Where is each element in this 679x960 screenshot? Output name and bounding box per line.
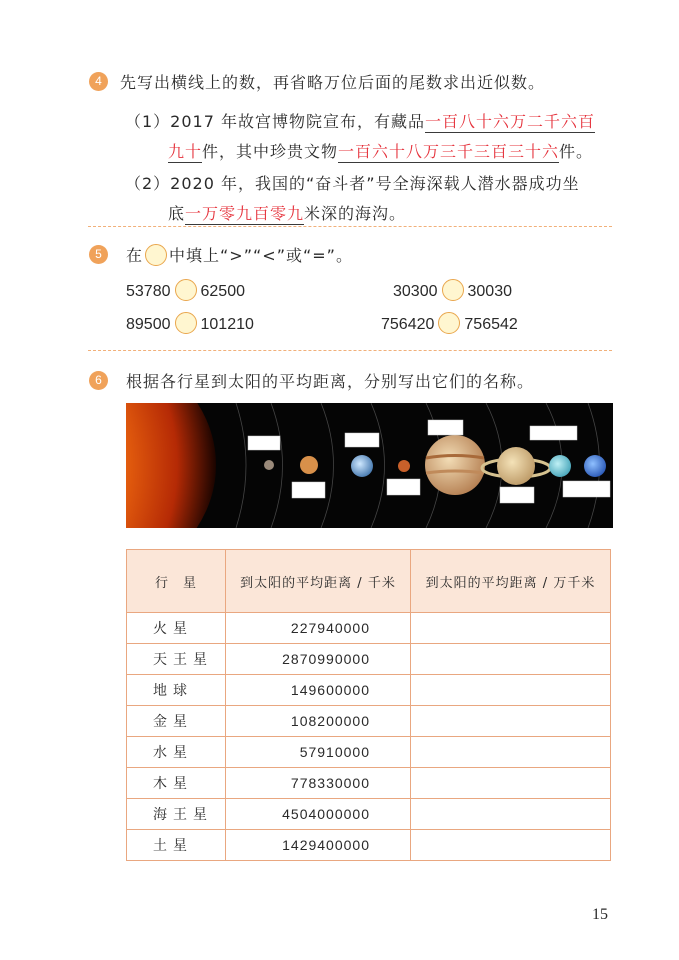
planet-name: 地球 [127,675,226,706]
answer-circle[interactable] [175,312,197,334]
left-number: 53780 [126,283,171,300]
precious-relics-words: 一百六十八万三千三百三十六 [338,142,560,161]
table-row [127,830,611,861]
answer-cell[interactable] [411,613,611,644]
question-number-badge: 5 [89,245,108,264]
question-number-badge: 4 [89,72,108,91]
answer-cell[interactable] [411,768,611,799]
q4-part2-line2 [168,201,406,224]
distance-km: 2870990000 [226,644,411,675]
prompt-part-a: 在 [126,246,144,265]
q4-part1-line1 [125,109,595,132]
planet-name: 土星 [127,830,226,861]
q4-part1-mid: 件，其中珍贵文物 [202,142,339,161]
planet-name: 天王星 [127,644,226,675]
table-row [127,613,611,644]
answer-circle-icon [145,244,167,266]
blank-label-box [563,481,610,497]
right-number: 62500 [200,283,245,300]
table-row [127,706,611,737]
collection-count-words-cont: 九十 [168,142,203,161]
answer-circle[interactable] [175,279,197,301]
table-header-row [127,550,611,613]
blank-label-box [387,479,420,495]
table-row [127,737,611,768]
table-row [127,675,611,706]
section-divider [88,226,612,227]
collection-count-words: 一百八十六万二千六百 [425,112,596,131]
blank-label-box [530,426,577,440]
left-number: 30300 [393,283,438,300]
distance-km: 1429400000 [226,830,411,861]
q4-part2-prefix: 底 [168,204,186,223]
distance-km: 108200000 [226,706,411,737]
question-number-badge: 6 [89,371,108,390]
prompt-part-b: 中填上“>”“<”或“=”。 [169,246,353,265]
answer-cell[interactable] [411,830,611,861]
planet-name: 火星 [127,613,226,644]
answer-cell[interactable] [411,644,611,675]
q4-part1-line2 [168,139,593,162]
planet-name: 水星 [127,737,226,768]
distance-km: 149600000 [226,675,411,706]
left-number: 89500 [126,316,171,333]
right-number: 756542 [464,316,518,333]
planet-name: 金星 [127,706,226,737]
right-number: 30030 [467,283,512,300]
comparison-item [126,279,245,301]
question-prompt: 先写出横线上的数，再省略万位后面的尾数求出近似数。 [120,73,546,92]
distance-km: 227940000 [226,613,411,644]
table-row [127,644,611,675]
section-divider [88,350,612,351]
distance-km: 778330000 [226,768,411,799]
answer-cell[interactable] [411,675,611,706]
comparison-item [381,312,518,334]
answer-cell[interactable] [411,737,611,768]
planet-name: 海王星 [127,799,226,830]
q4-part1-prefix: （1）2017 年故宫博物院宣布，有藏品 [125,112,425,131]
question-prompt [126,243,353,266]
blank-label-box [292,482,325,498]
answer-cell[interactable] [411,706,611,737]
column-header: 到太阳的平均距离 / 千米 [226,550,411,613]
blank-label-box [248,436,280,450]
q4-part1-end: 件。 [559,142,594,161]
answer-cell[interactable] [411,799,611,830]
q4-part2-end: 米深的海沟。 [304,204,407,223]
answer-circle[interactable] [438,312,460,334]
column-header: 行 星 [127,550,226,613]
blank-label-box [428,420,463,435]
question-prompt: 根据各行星到太阳的平均距离，分别写出它们的名称。 [126,372,535,391]
planet-name: 木星 [127,768,226,799]
table-row [127,768,611,799]
distance-km: 57910000 [226,737,411,768]
table-row [127,799,611,830]
page-number: 15 [592,906,608,923]
blank-label-box [345,433,379,447]
column-header: 到太阳的平均距离 / 万千米 [411,550,611,613]
trench-depth-words: 一万零九百零九 [185,204,305,223]
blank-label-box [500,487,534,503]
distance-km: 4504000000 [226,799,411,830]
q4-part2-line1: （2）2020 年，我国的“奋斗者”号全海深载人潜水器成功坐 [125,174,580,193]
right-number: 101210 [200,316,254,333]
left-number: 756420 [381,316,435,333]
comparison-item [126,312,254,334]
answer-circle[interactable] [442,279,464,301]
planet-distance-table [126,549,611,861]
comparison-item [393,279,512,301]
solar-system-image [126,403,613,528]
